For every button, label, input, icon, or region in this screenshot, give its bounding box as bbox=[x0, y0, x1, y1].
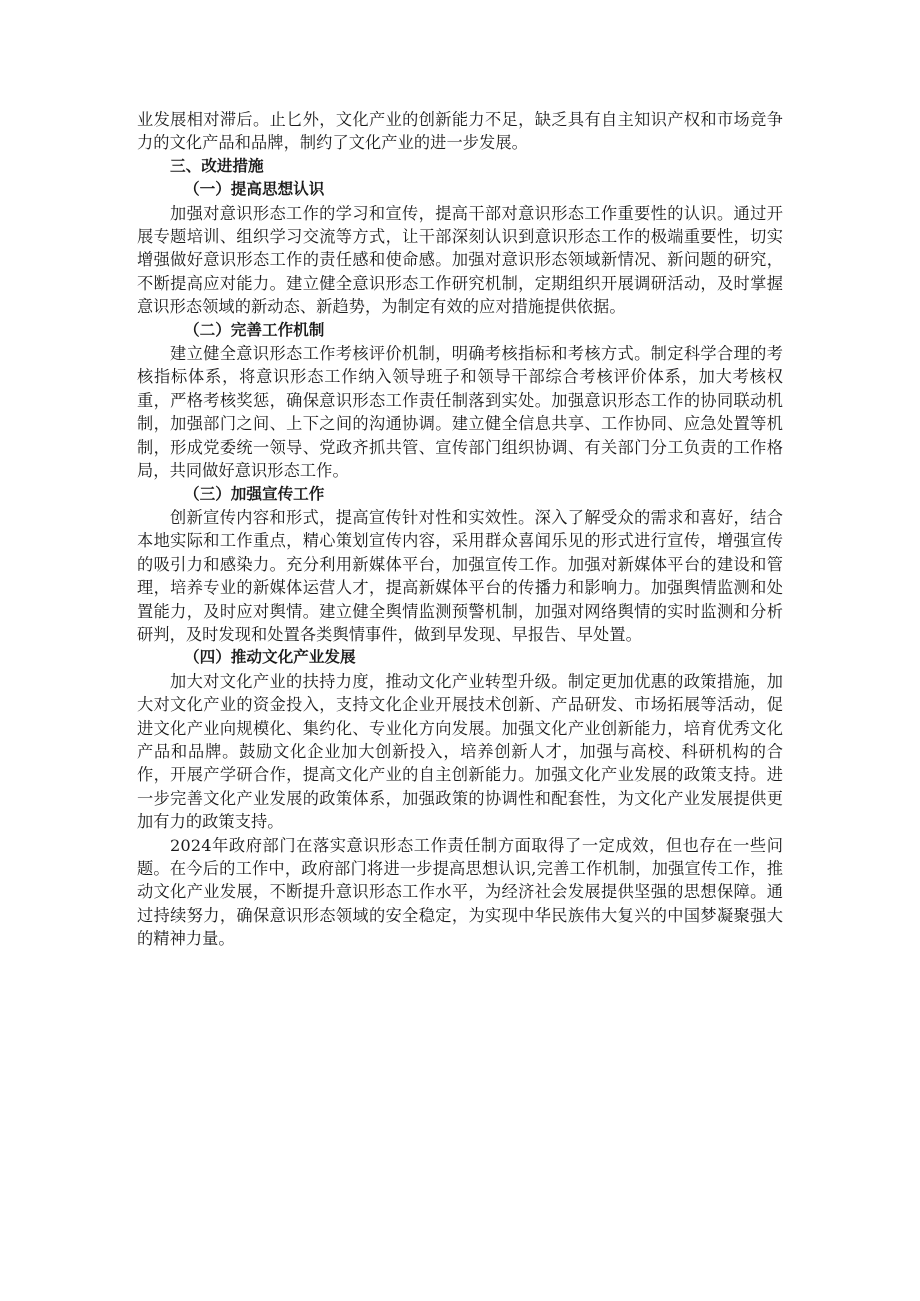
intro-paragraph: 业发展相对滞后。止匕外，文化产业的创新能力不足，缺乏具有自主知识产权和市场竞争力的文化产品和品牌，制约了文化产业的进一步发展。 bbox=[137, 110, 783, 153]
subsection-body-1: 加强对意识形态工作的学习和宣传，提高干部对意识形态工作重要性的认识。通过开展专题培训、组织学习交流等方式，让干部深刻认识到意识形态工作的极端重要性，切实增强做好意识形态工作的责任感和使命感。加强对意识形态领域新情况、新问题的研究，不断提高应对能力。建立健全意识形态工作研究机制，定期组织开展调研活动，及时掌握意识形态领域的新动态、新趋势，为制定有效的应对措施提供依据。 bbox=[137, 203, 783, 317]
subsection-heading-4: （四）推动文化产业发展 bbox=[184, 648, 356, 667]
subsection-heading-2: （二）完善工作机制 bbox=[184, 320, 325, 339]
document-page bbox=[137, 108, 783, 951]
subsection-heading-3: （三）加强宣传工作 bbox=[184, 484, 325, 503]
subsection-body-4: 加大对文化产业的扶持力度，推动文化产业转型升级。制定更加优惠的政策措施，加大对文化产业的资金投入，支持文化企业开展技术创新、产品研发、市场拓展等活动，促进文化产业向规模化、集约化、专业化方向发展。加强文化产业创新能力，培育优秀文化产品和品牌。鼓励文化企业加大创新投入，培养创新人才，加强与高校、科研机构的合作，开展产学研合作，提高文化产业的自主创新能力。加强文化产业发展的政策支持。进一步完善文化产业发展的政策体系，加强政策的协调性和配套性，为文化产业发展提供更加有力的政策支持。 bbox=[137, 671, 783, 832]
subsection-body-3: 创新宣传内容和形式，提高宣传针对性和实效性。深入了解受众的需求和喜好，结合本地实际和工作重点，精心策划宣传内容，采用群众喜闻乐见的形式进行宣传，增强宣传的吸引力和感染力。充分利用新媒体平台，加强宣传工作。加强对新媒体平台的建设和管理，培养专业的新媒体运营人才，提高新媒体平台的传播力和影响力。加强舆情监测和处置能力，及时应对舆情。建立健全舆情监测预警机制，加强对网络舆情的实时监测和分析研判，及时发现和处置各类舆情事件，做到早发现、早报告、早处置。 bbox=[137, 507, 783, 644]
subsection-body-2: 建立健全意识形态工作考核评价机制，明确考核指标和考核方式。制定科学合理的考核指标体系，将意识形态工作纳入领导班子和领导干部综合考核评价体系，加大考核权重，严格考核奖惩，确保意识形态工作责任制落到实处。加强意识形态工作的协同联动机制，加强部门之间、上下之间的沟通协调。建立健全信息共享、工作协同、应急处置等机制，形成党委统一领导、党政齐抓共管、宣传部门组织协调、有关部门分工负责的工作格局，共同做好意识形态工作。 bbox=[137, 344, 783, 481]
section-heading: 三、改进措施 bbox=[170, 156, 264, 175]
subsection-heading-1: （一）提高思想认识 bbox=[184, 180, 325, 199]
closing-paragraph: 2024年政府部门在落实意识形态工作责任制方面取得了一定成效，但也存在一些问题。在今后的工作中，政府部门将进一步提高思想认识,完善工作机制，加强宣传工作，推动文化产业发展，不断提升意识形态工作水平，为经济社会发展提供坚强的思想保障。通过持续努力，确保意识形态领域的安全稳定，为实现中华民族伟大复兴的中国梦凝聚强大的精神力量。 bbox=[137, 835, 783, 949]
